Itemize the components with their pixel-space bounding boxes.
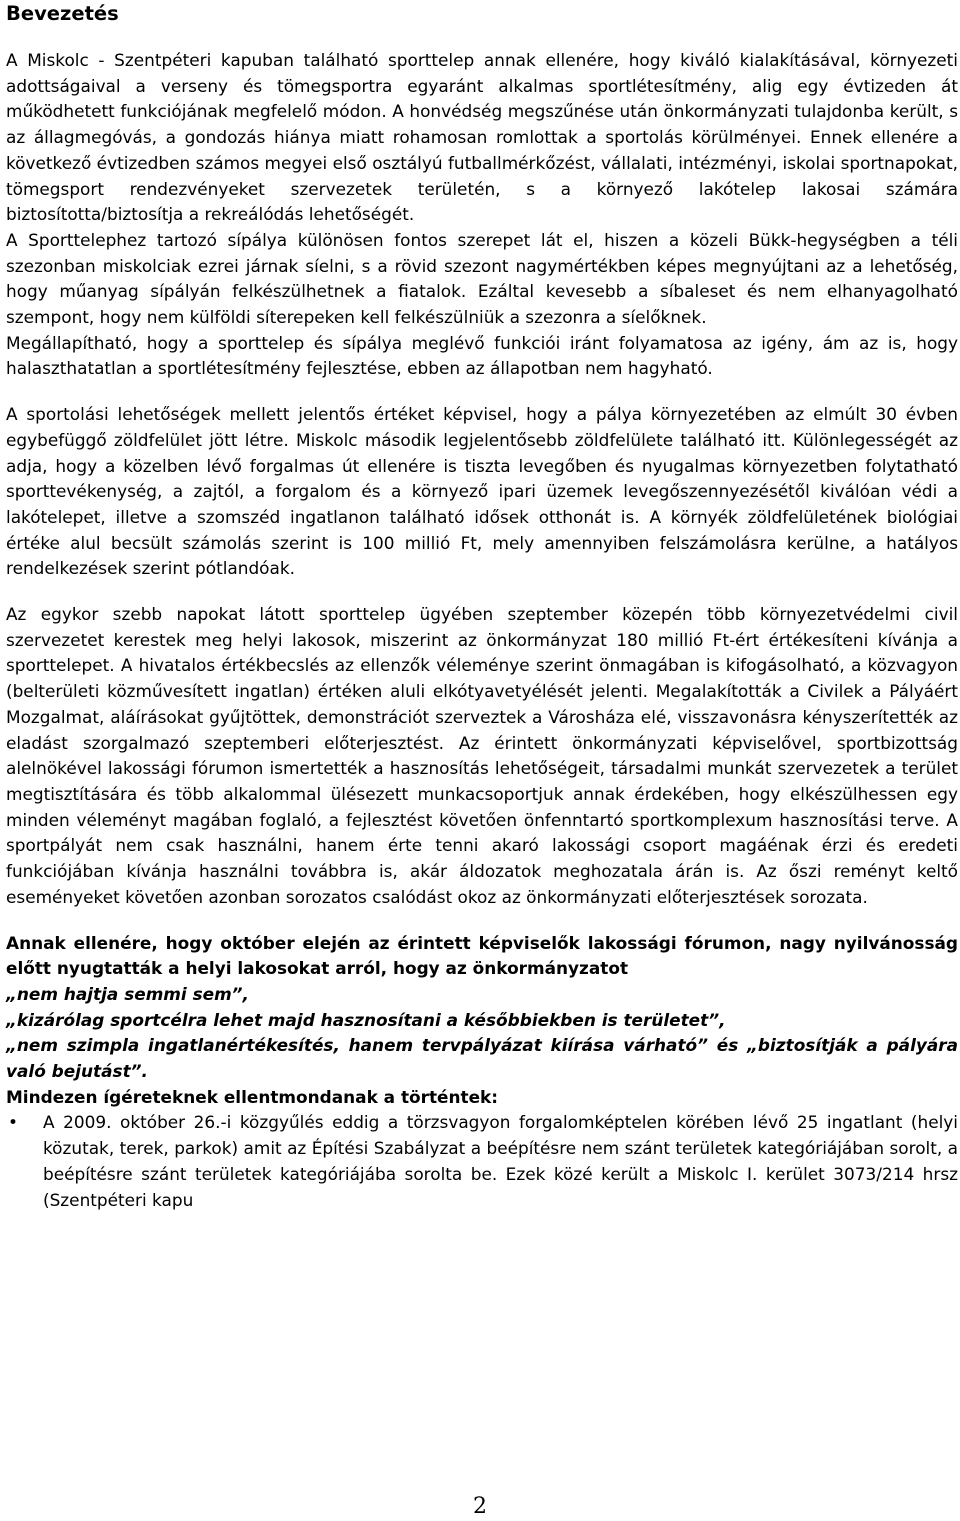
bullet-icon: • — [8, 1112, 18, 1133]
list-item-text: A 2009. október 26.-i közgyűlés eddig a törzsvagyon forgalomképtelen körében lévő 25 ingatlant (helyi közutak, terek, parkok) amit az Építési Szabályzat a beépítésre nem szánt területek kategóriájában sorolt, a beépítésre szánt területek kategóriájába sorolta be. Ezek közé került a Miskolc I. kerület 3073/214 hrsz (Szentpéteri kapu — [43, 1112, 958, 1210]
spacer — [6, 911, 958, 931]
paragraph-history: A Miskolc - Szentpéteri kapuban található sporttelep annak ellenére, hogy kiváló kialakításával, környezeti adottságaival a verseny és tömegsportra egyaránt alkalmas sportlétesítmény, alig egy évtizeden át működhetett funkciójának megfelelő módon. A honvédség megszűnése után önkormányzati tulajdonba került, s az állagmegóvás, a gondozás hiánya miatt rohamosan romlottak a sportolás körülményei. Ennek ellenére a következő évtizedben számos megyei első osztályú futballmérkőzést, vállalati, intézményi, iskolai sportnapokat, tömegsport rendezvényeket szervezetek területén, s a környező lakótelep lakosai számára biztosította/biztosítja a rekreálódás lehetőségét. — [6, 50, 958, 225]
promise-quote: „nem hajtja semmi sem”, — [6, 983, 249, 1004]
page-number: 2 — [473, 1494, 487, 1519]
bold-intro-paragraph: Annak ellenére, hogy október elején az érintett képviselők lakossági fórumon, nagy nyilvánosság előtt nyugtatták a helyi lakosokat arról, hogy az önkormányzatot — [6, 932, 958, 979]
promise-quote: „kizárólag sportcélra lehet majd hasznosítani a későbbiekben is területet”, — [6, 1009, 726, 1030]
promise-quote: „nem szimpla ingatlanértékesítés, hanem tervpályázat kiírása várható” és „biztosítják a pályára való bejutást”. — [6, 1035, 958, 1082]
document-page — [6, 0, 958, 1213]
bullet-list — [6, 1110, 958, 1213]
contradiction-heading: Mindezen ígéreteknek ellentmondanak a történtek: — [6, 1086, 499, 1107]
paragraph-conclusion: Megállapítható, hogy a sporttelep és sípálya meglévő funkciói iránt folyamatosa az igény, ám az is, hogy halaszthatatlan a sportlétesítmény fejlesztése, ebben az állapotban nem hagyható. — [6, 332, 958, 379]
paragraph-green-area: A sportolási lehetőségek mellett jelentős értéket képvisel, hogy a pálya környezetében az elmúlt 30 évben egybefüggő zöldfelület jött létre. Miskolc második legjelentősebb zöldfelülete található itt. Különlegességét az adja, hogy a közelben lévő forgalmas út ellenére is tiszta levegőben és nyugalmas környezetben folytatható sporttevékenység, a zajtól, a forgalom és a környező ipari üzemek levegőszennyezésétől kiválóan védi a lakótelepet, illetve a szomszéd ingatlanon található idősek otthonát is. A környék zöldfelületének biológiai értéke alul becsült számolás szerint is 100 millió Ft, mely amennyiben felszámolásra kerülne, a hatályos rendelkezések szerint pótlandóak. — [6, 404, 958, 579]
spacer — [6, 582, 958, 602]
section-heading: Bevezetés — [6, 2, 119, 25]
list-item — [6, 1110, 958, 1213]
paragraph-ski-slope: A Sporttelephez tartozó sípálya különösen fontos szerepet lát el, hiszen a közeli Bükk-hegységben a téli szezonban miskolciak ezrei járnak síelni, s a rövid szezont nagymértékben képes megnyújtani az a lehetőség, hogy műanyag sípályán felkészülhetnek a fiatalok. Ezáltal kevesebb a síbaleset és nem elhanyagolható szempont, hogy nem külföldi síterepeken kell felkészülniük a szezonra a síelőknek. — [6, 229, 958, 328]
spacer — [6, 26, 958, 48]
spacer — [6, 382, 958, 402]
paragraph-civil-movement: Az egykor szebb napokat látott sporttelep ügyében szeptember közepén több környezetvédelmi civil szervezetet kerestek meg helyi lakosok, miszerint az önkormányzat 180 millió Ft-ért értékesíteni kívánja a sporttelepet. A hivatalos értékbecslés az ellenzők véleménye szerint önmagában is kifogásolható, a közvagyon (belterületi közművesített ingatlan) értéken aluli elkótyavetyélését jelenti. Megalakították a Civilek a Pályáért Mozgalmat, aláírásokat gyűjtöttek, demonstrációt szerveztek a Városháza elé, visszavonásra kényszerítették az eladást szorgalmazó szeptemberi előterjesztést. Az érintett önkormányzati képviselővel, sportbizottság alelnökével lakossági fórumon ismertették a hasznosítás lehetőségeit, társadalmi munkát szervezetek a terület megtisztítására és több alkalommal ülésezett munkacsoportjuk annak érdekében, hogy elkészülhessen egy minden véleményt magában foglaló, a fejlesztést követően önfenntartó sportkomplexum hasznosítási terve. A sportpályát nem csak használni, hanem érte tenni akaró lakossági csoport magáénak érzi és eredeti funkciójában kívánja használni továbbra is, akár áldozatok meghozatala árán is. Az őszi reményt keltő eseményeket követően azonban sorozatos csalódást okoz az önkormányzati előterjesztések sorozata. — [6, 604, 958, 907]
